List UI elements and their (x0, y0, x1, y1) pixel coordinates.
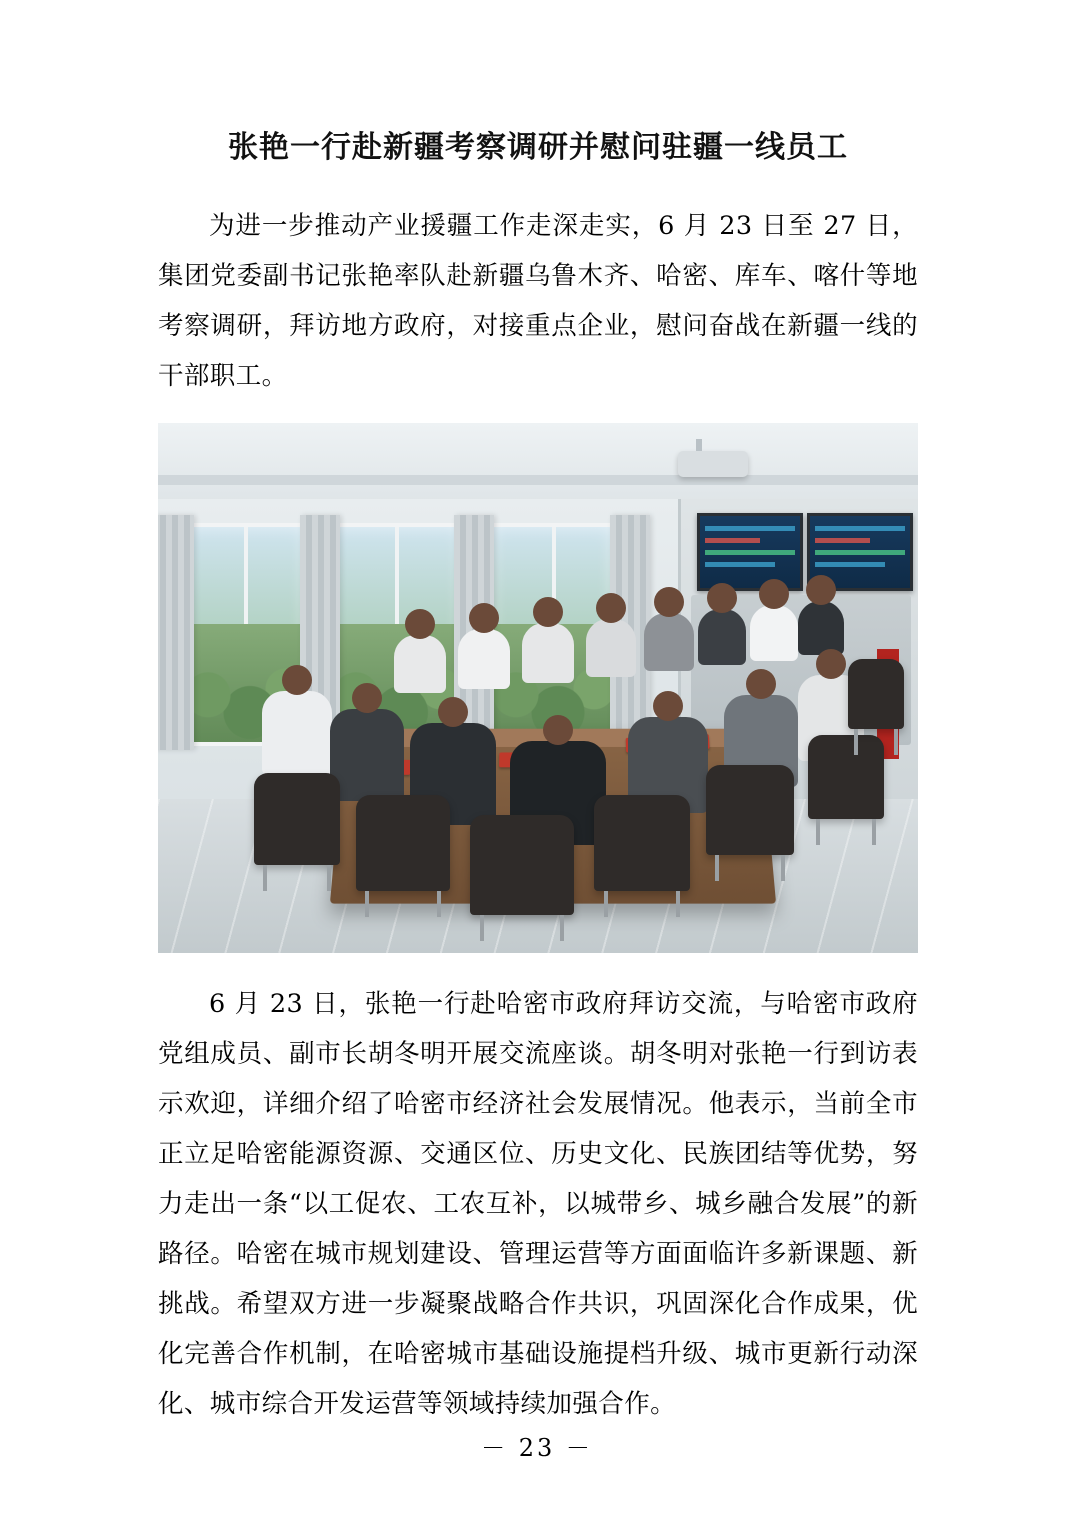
person (798, 601, 844, 655)
person (750, 605, 798, 661)
ceiling-beam (158, 475, 918, 485)
screen-row (705, 550, 795, 555)
person-head (654, 587, 684, 617)
person (330, 709, 404, 801)
person-head (806, 575, 836, 605)
screen-row (705, 562, 775, 567)
display-screen (697, 513, 803, 591)
screen-row (815, 562, 885, 567)
screen-row (815, 550, 905, 555)
chair (470, 815, 574, 915)
ceiling (158, 423, 918, 503)
chair (254, 773, 340, 865)
person (698, 609, 746, 665)
person-head (543, 715, 573, 745)
curtain (158, 515, 194, 750)
person (522, 623, 574, 683)
person-head (438, 697, 468, 727)
chair-legs (816, 819, 877, 845)
person-head (707, 583, 737, 613)
chair (848, 659, 904, 729)
page-content (158, 0, 918, 1429)
chair (356, 795, 450, 891)
screen-row (815, 538, 870, 543)
chair-legs (854, 729, 899, 755)
person (262, 691, 332, 775)
chair-legs (263, 865, 332, 891)
person (458, 629, 510, 689)
person (586, 619, 636, 677)
page-title: 张艳一行赴新疆考察调研并慰问驻疆一线员工 (228, 130, 848, 165)
person (644, 613, 694, 671)
chair-legs (715, 855, 785, 881)
screen-row (815, 526, 905, 531)
person-head (759, 579, 789, 609)
photo-illustration (158, 423, 918, 953)
person-head (282, 665, 312, 695)
paragraph-2: 6 月 23 日，张艳一行赴哈密市政府拜访交流，与哈密市政府党组成员、副市长胡冬明开展交流座谈。胡冬明对张艳一行到访表示欢迎，详细介绍了哈密市经济社会发展情况。他表示，当前全市正立足哈密能源资源、交通区位、历史文化、民族团结等优势，努力走出一条“以工促农、工农互补，以城带乡、城乡融合发展”的新路径。哈密在城市规划建设、管理运营等方面面临许多新课题、新挑战。希望双方进一步凝聚战略合作共识，巩固深化合作成果，优化完善合作机制，在哈密城市基础设施提档升级、城市更新行动深化、城市综合开发运营等领域持续加强合作。 (158, 989, 918, 1419)
person-head (352, 683, 382, 713)
chair-legs (480, 915, 563, 941)
person-head (405, 609, 435, 639)
person-head (596, 593, 626, 623)
person-head (533, 597, 563, 627)
chair-legs (604, 891, 681, 917)
screen-row (705, 526, 795, 531)
article-photo (158, 423, 918, 953)
chair (706, 765, 794, 855)
person-head (746, 669, 776, 699)
screen-row (705, 538, 760, 543)
person-head (469, 603, 499, 633)
person-head (816, 649, 846, 679)
chair-legs (365, 891, 440, 917)
person (394, 635, 446, 693)
projector-icon (678, 451, 748, 477)
paragraph-1: 为进一步推动产业援疆工作走深走实，6 月 23 日至 27 日，集团党委副书记张艳率队赴新疆乌鲁木齐、哈密、库车、喀什等地考察调研，拜访地方政府，对接重点企业，慰问奋战在新疆一线的干部职工。 (158, 211, 918, 391)
person-head (653, 691, 683, 721)
chair (594, 795, 690, 891)
page-number: － 23 － (481, 1434, 593, 1462)
